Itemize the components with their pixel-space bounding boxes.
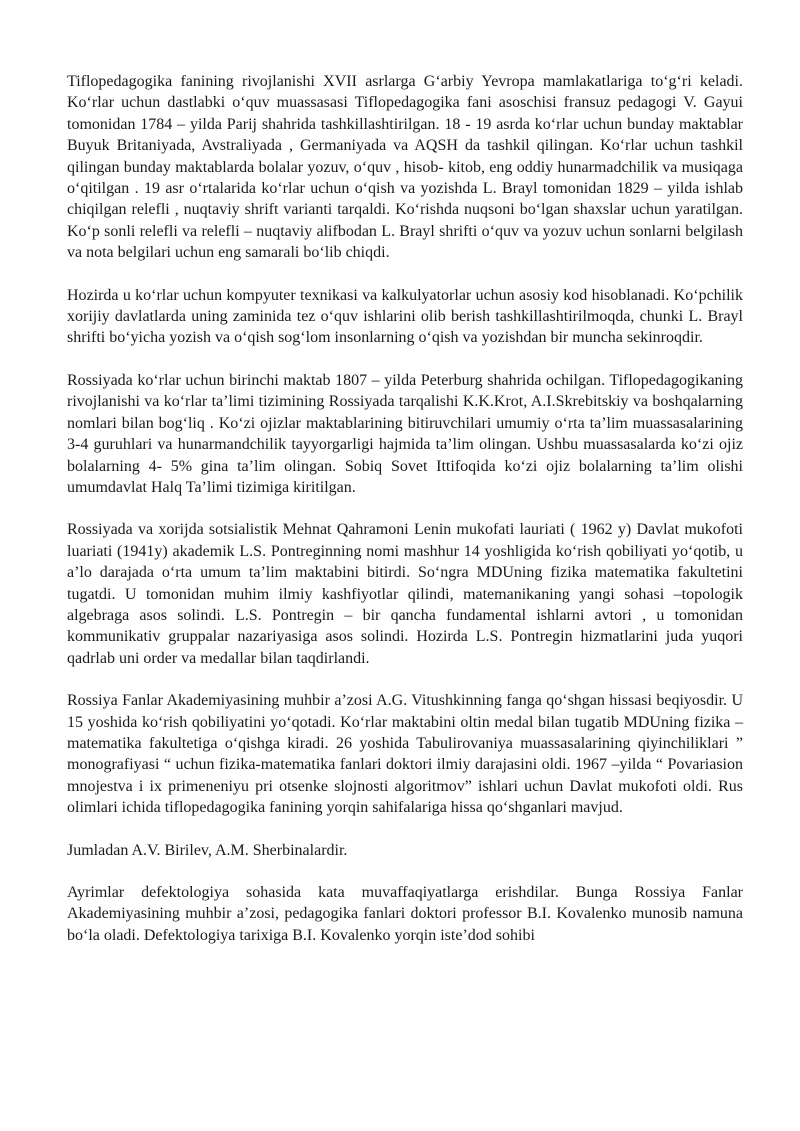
paragraph-braille-code: Hozirda u ko‘rlar uchun kompyuter texnikasi va kalkulyatorlar uchun asosiy kod hisoblanadi. Ko‘pchilik xorijiy davlatlarda uning zaminida tez o‘quv ishlarini olib berish tashkillashtirilmoqda, chunki L. Brayl shrifti bo‘yicha yozish va o‘qish sog‘lom insonlarning o‘qish va yozishdan bir muncha sekinroqdir.	[67, 286, 743, 347]
paragraph-vitushkin: Rossiya Fanlar Akademiyasining muhbir a’zosi A.G. Vitushkinning fanga qo‘shgan hissasi beqiyosdir. U 15 yoshida ko‘rish qobiliyatini yo‘qotadi. Ko‘rlar maktabini oltin medal bilan tugatib MDUning fizika – matematika fakultetiga o‘qishga kiradi. 26 yoshida Tabulirovaniya muassasalarining qiyinchiliklari ” monografiyasi “ uchun fizika-matematika fanlari doktori ilmiy darajasini oldi. 1967 –yilda “ Povariasion mnojestva i ix primeneniyu pri otsenke slojnosti algoritmov” ishlari uchun Davlat mukofoti oldi. Rus olimlari ichida tiflopedagogika fanining yorqin sahifalariga hissa qo‘shganlari mavjud.	[67, 692, 743, 817]
paragraph-kovalenko: Ayrimlar defektologiya sohasida kata muvaffaqiyatlarga erishdilar. Bunga Rossiya Fanlar Akademiyasining muhbir a’zosi, pedagogika fanlari doktori professor B.I. Kovalenko munosib namuna bo‘la oladi. Defektologiya tarixiga B.I. Kovalenko yorqin iste’dod sohibi	[67, 884, 743, 944]
paragraph-birilev: Jumladan A.V. Birilev, A.M. Sherbinalardir.	[67, 841, 348, 859]
paragraph-pontregin: Rossiyada va xorijda sotsialistik Mehnat Qahramoni Lenin mukofati lauriati ( 1962 y) Davlat mukofoti luariati (1941y) akademik L.S. Pontreginning nomi mashhur 14 yoshligida ko‘rish qobiliyati yo‘qotib, u a’lo darajada o‘rta umum ta’lim maktabini bitirdi. So‘ngra MDUning fizika matematika fakultetini tugatdi. U tomonidan muhim ilmiy kashfiyotlar qilindi, matemanikaning yangi sohasi –topologik algebraga asos solindi. L.S. Pontregin – bir qancha fundamental ishlarni avtori , u tomonidan kommunikativ gruppalar nazariyasiga asos solindi. Hozirda L.S. Pontregin hizmatlarini juda yuqori qadrlab uni order va medallar bilan taqdirlandi.	[67, 521, 743, 667]
document-page	[67, 71, 743, 967]
paragraph-russia-schools: Rossiyada ko‘rlar uchun birinchi maktab 1807 – yilda Peterburg shahrida ochilgan. Tiflopedagogikaning rivojlanishi va ko‘rlar ta’limi tizimining Rossiyada tarqalishi K.K.Krot, A.I.Skrebitskiy va boshqalarning nomlari bilan bog‘liq . Ko‘zi ojizlar maktablarining bitiruvchilari umumiy o‘rta ta’lim muassasalarining 3-4 guruhlari va hunarmandchilik tayyorgarligi hajmida ta’lim olingan. Ushbu muassasalarda ko‘zi ojiz bolalarning 4- 5% gina ta’lim olingan. Sobiq Sovet Ittifoqida ko‘zi ojiz bolalarning ta’lim olishi umumdavlat Halq Ta’limi tizimiga kiritilgan.	[67, 371, 743, 496]
paragraph-history-europe: Tiflopedagogika fanining rivojlanishi XVII asrlarga G‘arbiy Yevropa mamlakatlariga to‘g‘ri keladi. Ko‘rlar uchun dastlabki o‘quv muassasasi Tiflopedagogika fani asoschisi fransuz pedagogi V. Gayui tomonidan 1784 – yilda Parij shahrida tashkillashtirilgan. 18 - 19 asrda ko‘rlar uchun bunday maktablar Buyuk Britaniyada, Avstraliyada , Germaniyada va AQSH da tashkil qilingan. Ko‘rlar uchun tashkil qilingan bunday maktablarda bolalar yozuv, o‘quv , hisob- kitob, eng oddiy hunarmadchilik va musiqaga o‘qitilgan . 19 asr o‘rtalarida ko‘rlar uchun o‘qish va yozishda L. Brayl tomonidan 1829 – yilda ishlab chiqilgan relefli , nuqtaviy shrift varianti tarqaldi. Ko‘rishda nuqsoni bo‘lgan shaxslar uchun yaratilgan. Ko‘p sonli relefli va relefli – nuqtaviy alifbodan L. Brayl shrifti o‘quv va yozuv uchun sonlarni belgilash va nota belgilari uchun eng samarali bo‘lib chiqdi.	[67, 73, 743, 262]
